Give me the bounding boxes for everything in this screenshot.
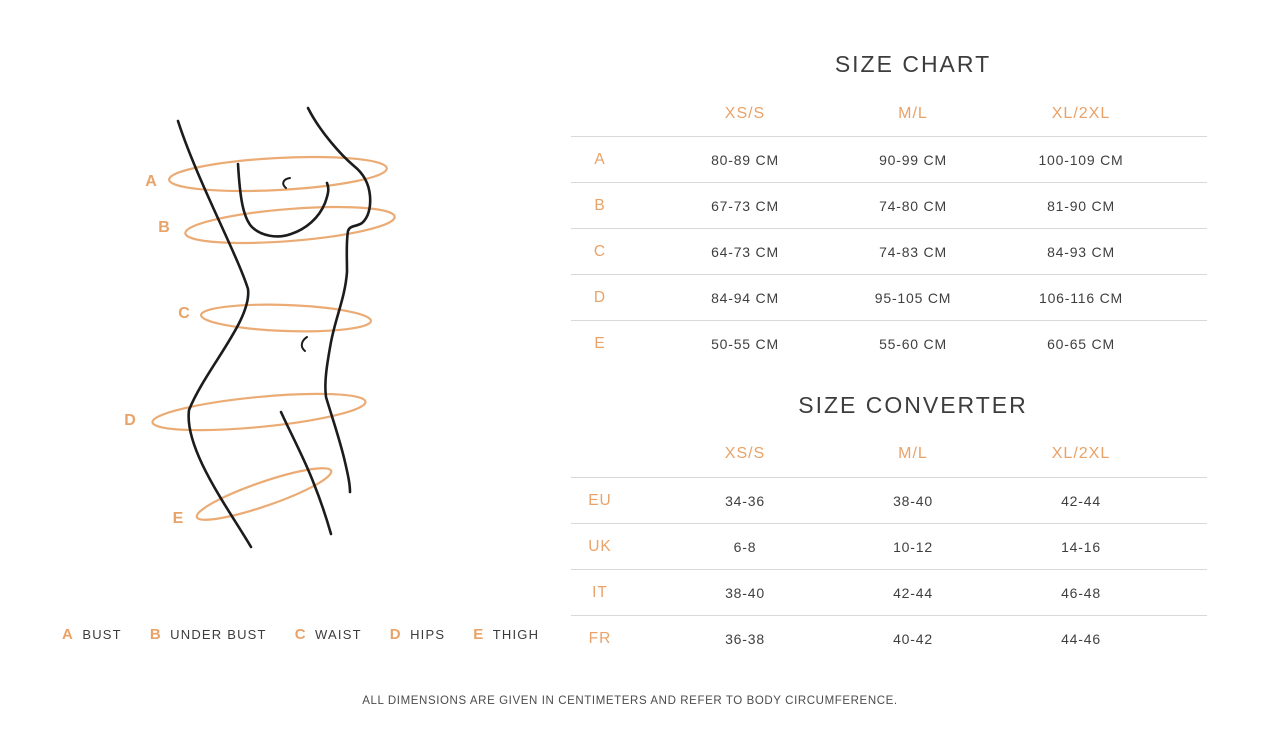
cell: 38-40 xyxy=(725,584,765,601)
cell: 80-89 CM xyxy=(711,151,779,168)
column-header-xl-2xl: XL/2XL xyxy=(1051,445,1111,462)
cell: 64-73 CM xyxy=(711,243,779,260)
legend-key: B xyxy=(149,626,162,643)
cell: 42-44 xyxy=(1061,492,1101,509)
waist-measure-ellipse xyxy=(201,302,372,334)
cell: 55-60 CM xyxy=(879,335,947,352)
cell: 6-8 xyxy=(733,538,757,555)
size-tables xyxy=(571,0,1207,680)
legend-label: HIPS xyxy=(410,627,446,642)
size-chart-row-d xyxy=(571,274,1207,320)
row-label: A xyxy=(594,150,606,168)
legend-label: BUST xyxy=(82,627,122,642)
size-chart-row-b xyxy=(571,182,1207,228)
size-chart-row-a xyxy=(571,136,1207,182)
figure-marker-d: D xyxy=(124,412,136,429)
size-converter-row-fr xyxy=(571,615,1207,661)
size-chart-title: SIZE CHART xyxy=(834,51,992,77)
row-label: FR xyxy=(588,629,612,647)
legend-key: E xyxy=(473,626,484,643)
legend-item-bust xyxy=(62,626,122,643)
legend-label: UNDER BUST xyxy=(170,627,267,642)
under-bust-measure-ellipse xyxy=(184,201,396,249)
cell: 14-16 xyxy=(1061,538,1101,555)
size-chart-row-e xyxy=(571,320,1207,366)
legend-item-under-bust xyxy=(150,626,267,643)
row-label: B xyxy=(594,196,606,214)
row-label: IT xyxy=(592,583,608,601)
cell: 34-36 xyxy=(725,492,765,509)
figure-marker-a: A xyxy=(145,173,157,190)
cell: 60-65 CM xyxy=(1047,335,1115,352)
body-front-outline xyxy=(308,108,370,492)
size-chart-header-row xyxy=(571,102,1207,126)
column-header-xs-s: XS/S xyxy=(724,445,766,462)
size-converter-row-it xyxy=(571,569,1207,615)
figure-marker-c: C xyxy=(178,305,190,322)
dimensions-footnote: ALL DIMENSIONS ARE GIVEN IN CENTIMETERS AND REFER TO BODY CIRCUMFERENCE. xyxy=(362,695,898,707)
cell: 50-55 CM xyxy=(711,335,779,352)
nipple-mark xyxy=(283,178,290,188)
bust-measure-ellipse xyxy=(168,152,387,195)
cell: 42-44 xyxy=(893,584,933,601)
cell: 44-46 xyxy=(1061,630,1101,647)
column-header-m-l: M/L xyxy=(898,105,928,122)
navel-mark xyxy=(302,337,307,351)
cell: 67-73 CM xyxy=(711,197,779,214)
figure-marker-b: B xyxy=(158,219,170,236)
cell: 106-116 CM xyxy=(1038,289,1123,306)
size-converter-row-eu xyxy=(571,477,1207,523)
legend-item-waist xyxy=(295,626,362,643)
cell: 90-99 CM xyxy=(879,151,947,168)
column-header-xl-2xl: XL/2XL xyxy=(1051,105,1111,122)
hips-measure-ellipse xyxy=(151,387,367,437)
size-converter-row-uk xyxy=(571,523,1207,569)
row-label: C xyxy=(593,242,607,260)
breast-curve xyxy=(238,164,328,236)
legend-key: A xyxy=(62,626,74,643)
row-label: EU xyxy=(588,491,612,509)
cell: 46-48 xyxy=(1061,584,1101,601)
figure-marker-e: E xyxy=(172,510,184,527)
thigh-measure-ellipse xyxy=(193,460,335,529)
row-label: D xyxy=(593,288,607,306)
body-measurement-figure xyxy=(0,0,520,630)
legend-item-thigh xyxy=(473,626,539,643)
cell: 36-38 xyxy=(725,630,765,647)
cell: 95-105 CM xyxy=(874,289,952,306)
cell: 74-80 CM xyxy=(879,197,947,214)
row-label: UK xyxy=(588,537,612,555)
row-label: E xyxy=(594,334,606,352)
legend-item-hips xyxy=(390,626,446,643)
size-converter-title: SIZE CONVERTER xyxy=(798,392,1028,418)
size-converter-header-row xyxy=(571,442,1207,466)
legend-label: WAIST xyxy=(315,627,362,642)
column-header-xs-s: XS/S xyxy=(724,105,766,122)
legend-key: C xyxy=(294,626,307,643)
column-header-m-l: M/L xyxy=(898,445,928,462)
cell: 74-83 CM xyxy=(879,243,947,260)
cell: 10-12 xyxy=(893,538,933,555)
measurement-legend xyxy=(62,626,539,643)
cell: 38-40 xyxy=(893,492,933,509)
cell: 100-109 CM xyxy=(1038,151,1124,168)
size-converter-table xyxy=(571,477,1207,661)
size-chart-table xyxy=(571,136,1207,366)
cell: 84-93 CM xyxy=(1047,243,1115,260)
cell: 81-90 CM xyxy=(1047,197,1115,214)
legend-label: THIGH xyxy=(492,627,540,642)
size-chart-row-c xyxy=(571,228,1207,274)
cell: 40-42 xyxy=(893,630,933,647)
legend-key: D xyxy=(389,626,402,643)
cell: 84-94 CM xyxy=(711,289,779,306)
